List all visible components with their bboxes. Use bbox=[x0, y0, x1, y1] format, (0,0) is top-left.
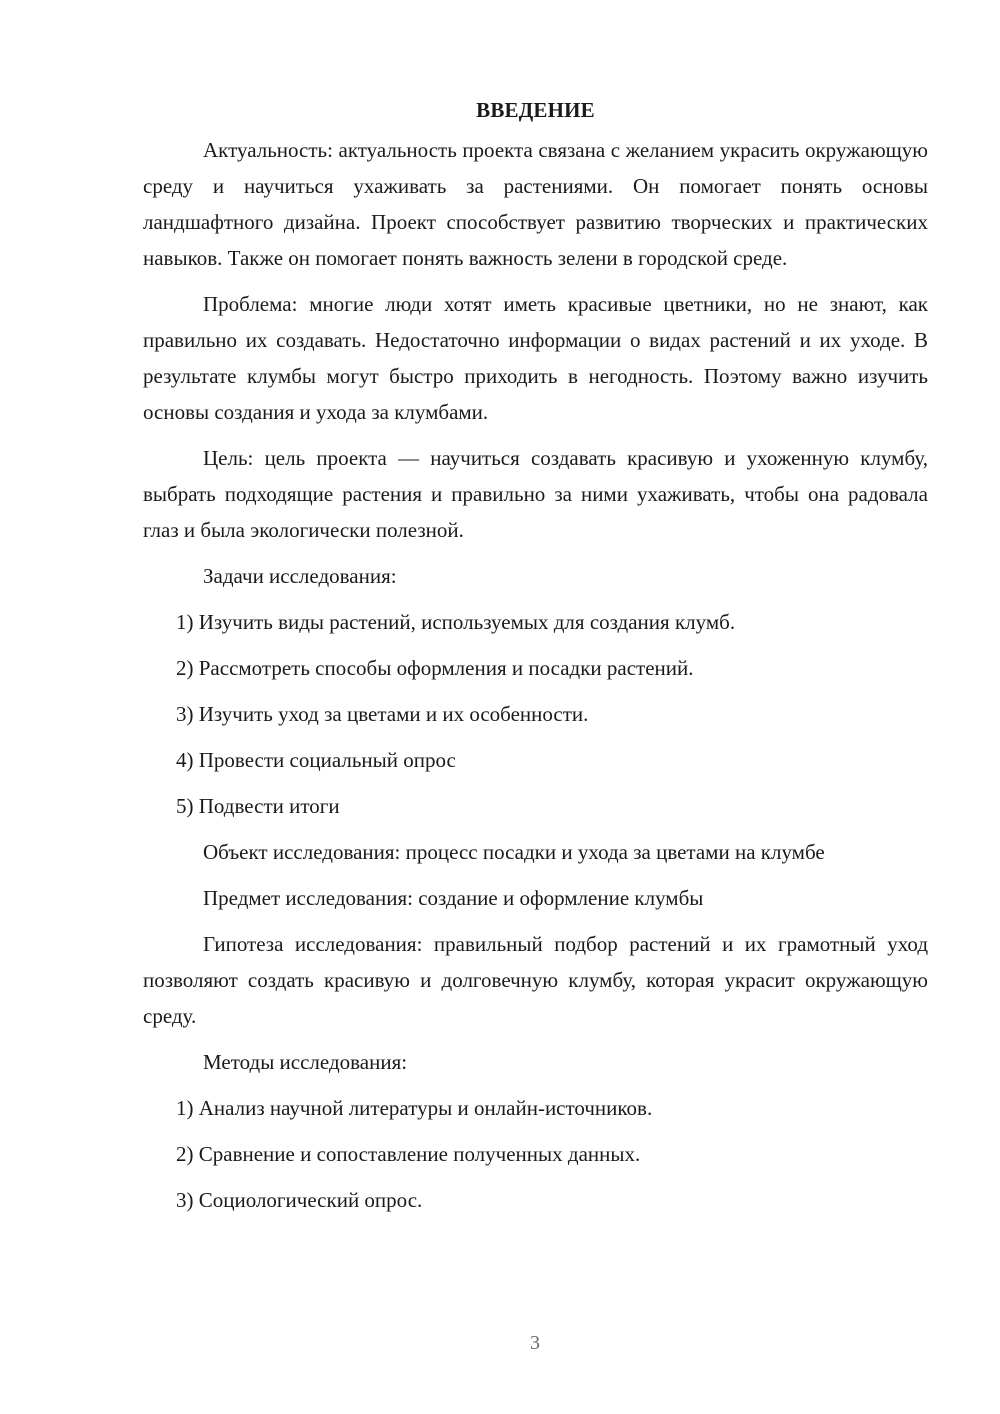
list-item: 1) Изучить виды растений, используемых для создания клумб. bbox=[176, 610, 736, 634]
object-paragraph: Объект исследования: процесс посадки и ухода за цветами на клумбе bbox=[203, 840, 825, 864]
page-number: 3 bbox=[530, 1332, 540, 1354]
list-item: 3) Социологический опрос. bbox=[176, 1188, 423, 1212]
tasks-list bbox=[143, 604, 928, 824]
problem-paragraph: Проблема: многие люди хотят иметь красивые цветники, но не знают, как правильно их создавать. Недостаточно информации о видах растений и их уходе. В результате клумбы могут быстро приходить в негодность. Поэтому важно изучить основы создания и ухода за клумбами. bbox=[143, 292, 928, 424]
list-item: 4) Провести социальный опрос bbox=[176, 748, 456, 772]
relevance-paragraph: Актуальность: актуальность проекта связана с желанием украсить окружающую среду и научиться ухаживать за растениями. Он помогает понять основы ландшафтного дизайна. Проект способствует развитию творческих и практических навыков. Также он помогает понять важность зелени в городской среде. bbox=[143, 138, 928, 270]
section-title: ВВЕДЕНИЕ bbox=[476, 98, 595, 122]
tasks-heading: Задачи исследования: bbox=[203, 564, 397, 588]
hypothesis-paragraph: Гипотеза исследования: правильный подбор растений и их грамотный уход позволяют создать красивую и долговечную клумбу, которая украсит окружающую среду. bbox=[143, 932, 928, 1028]
list-item: 2) Сравнение и сопоставление полученных данных. bbox=[176, 1142, 641, 1166]
list-item: 5) Подвести итоги bbox=[176, 794, 340, 818]
list-item: 1) Анализ научной литературы и онлайн-источников. bbox=[176, 1096, 653, 1120]
document-page bbox=[143, 92, 928, 1228]
goal-paragraph: Цель: цель проекта — научиться создавать красивую и ухоженную клумбу, выбрать подходящие растения и правильно за ними ухаживать, чтобы она радовала глаз и была экологически полезной. bbox=[143, 446, 928, 542]
list-item: 3) Изучить уход за цветами и их особенности. bbox=[176, 702, 589, 726]
methods-list bbox=[143, 1090, 928, 1218]
subject-paragraph: Предмет исследования: создание и оформление клумбы bbox=[203, 886, 704, 910]
list-item: 2) Рассмотреть способы оформления и посадки растений. bbox=[176, 656, 694, 680]
methods-heading: Методы исследования: bbox=[203, 1050, 408, 1074]
